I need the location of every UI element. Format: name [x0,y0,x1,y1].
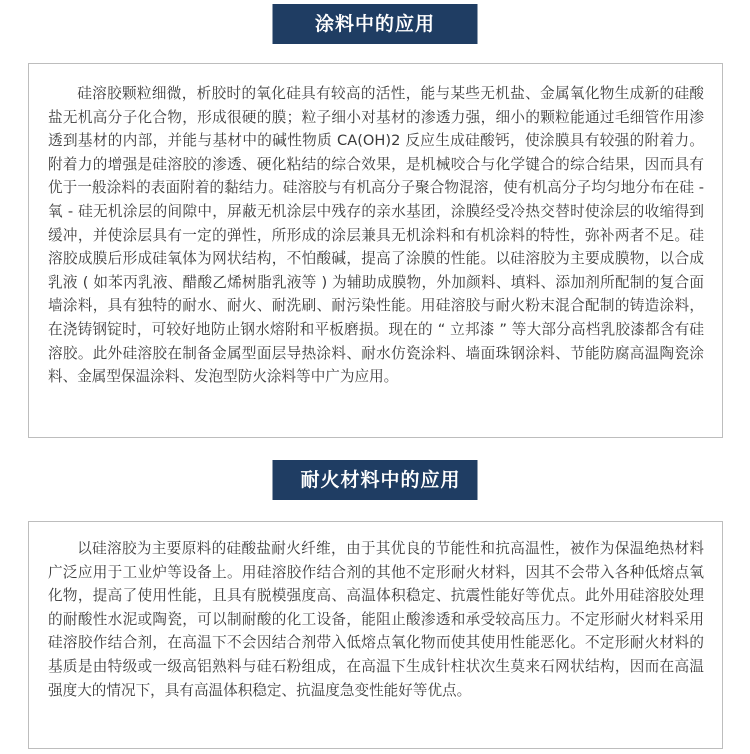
content-panel-refractory [28,521,723,749]
paragraph-coatings: 硅溶胶颗粒细微，析胶时的氧化硅具有较高的活性，能与某些无机盐、金属氧化物生成新的硅酸盐无机高分子化合物，形成很硬的膜；粒子细小对基材的渗透力强，细小的颗粒能通过毛细管作用渗透到基材的内部，并能与基材中的碱性物质 CA(OH)2 反应生成硅酸钙，使涂膜具有较强的附着力。附着力的增强是硅溶胶的渗透、硬化粘结的综合效果，是机械咬合与化学键合的综合结果，因而具有优于一般涂料的表面附着的黏结力。硅溶胶与有机高分子聚合物混溶，使有机高分子均匀地分布在硅 - 氧 - 硅无机涂层的间隙中，屏蔽无机涂层中残存的亲水基团，涂膜经受冷热交替时使涂层的收缩得到缓冲，并使涂层具有一定的弹性，所形成的涂层兼具无机涂料和有机涂料的特性，弥补两者不足。硅溶胶成膜后形成硅氧体为网状结构，不怕酸碱，提高了涂膜的性能。以硅溶胶为主要成膜物，以合成乳液 ( 如苯丙乳液、醋酸乙烯树脂乳液等 ) 为辅助成膜物，外加颜料、填料、添加剂所配制的复合面墙涂料，具有独特的耐水、耐火、耐洗刷、耐污染性能。用硅溶胶与耐火粉末混合配制的铸造涂料，在浇铸钢锭时，可较好地防止钢水熔附和平板磨损。现在的 “ 立邦漆 ” 等大部分高档乳胶漆都含有硅溶胶。此外硅溶胶在制备金属型面层导热涂料、耐水仿瓷涂料、墙面珠钢涂料、节能防腐高温陶瓷涂料、金属型保温涂料、发泡型防火涂料等中广为应用。 [48,85,704,386]
paragraph-refractory: 以硅溶胶为主要原料的硅酸盐耐火纤维，由于其优良的节能性和抗高温性，被作为保温绝热材料广泛应用于工业炉等设备上。用硅溶胶作结合剂的其他不定形耐火材料，因其不会带入各种低熔点氧化物，提高了使用性能，且具有脱模强度高、高温体积稳定、抗震性能好等优点。此外用硅溶胶处理的耐酸性水泥或陶瓷，可以制耐酸的化工设备，能阻止酸渗透和承受较高压力。不定形耐火材料采用硅溶胶作结合剂，在高温下不会因结合剂带入低熔点氧化物而使其使用性能恶化。不定形耐火材料的基质是由特级或一级高铝熟料与硅石粉组成，在高温下生成针柱状次生莫来石网状结构，因而在高温强度大的情况下，具有高温体积稳定、抗温度急变性能好等优点。 [48,540,704,699]
content-panel-coatings [28,63,723,438]
section-title-refractory: 耐火材料中的应用 [273,460,478,500]
section-title-coatings: 涂料中的应用 [273,4,478,44]
